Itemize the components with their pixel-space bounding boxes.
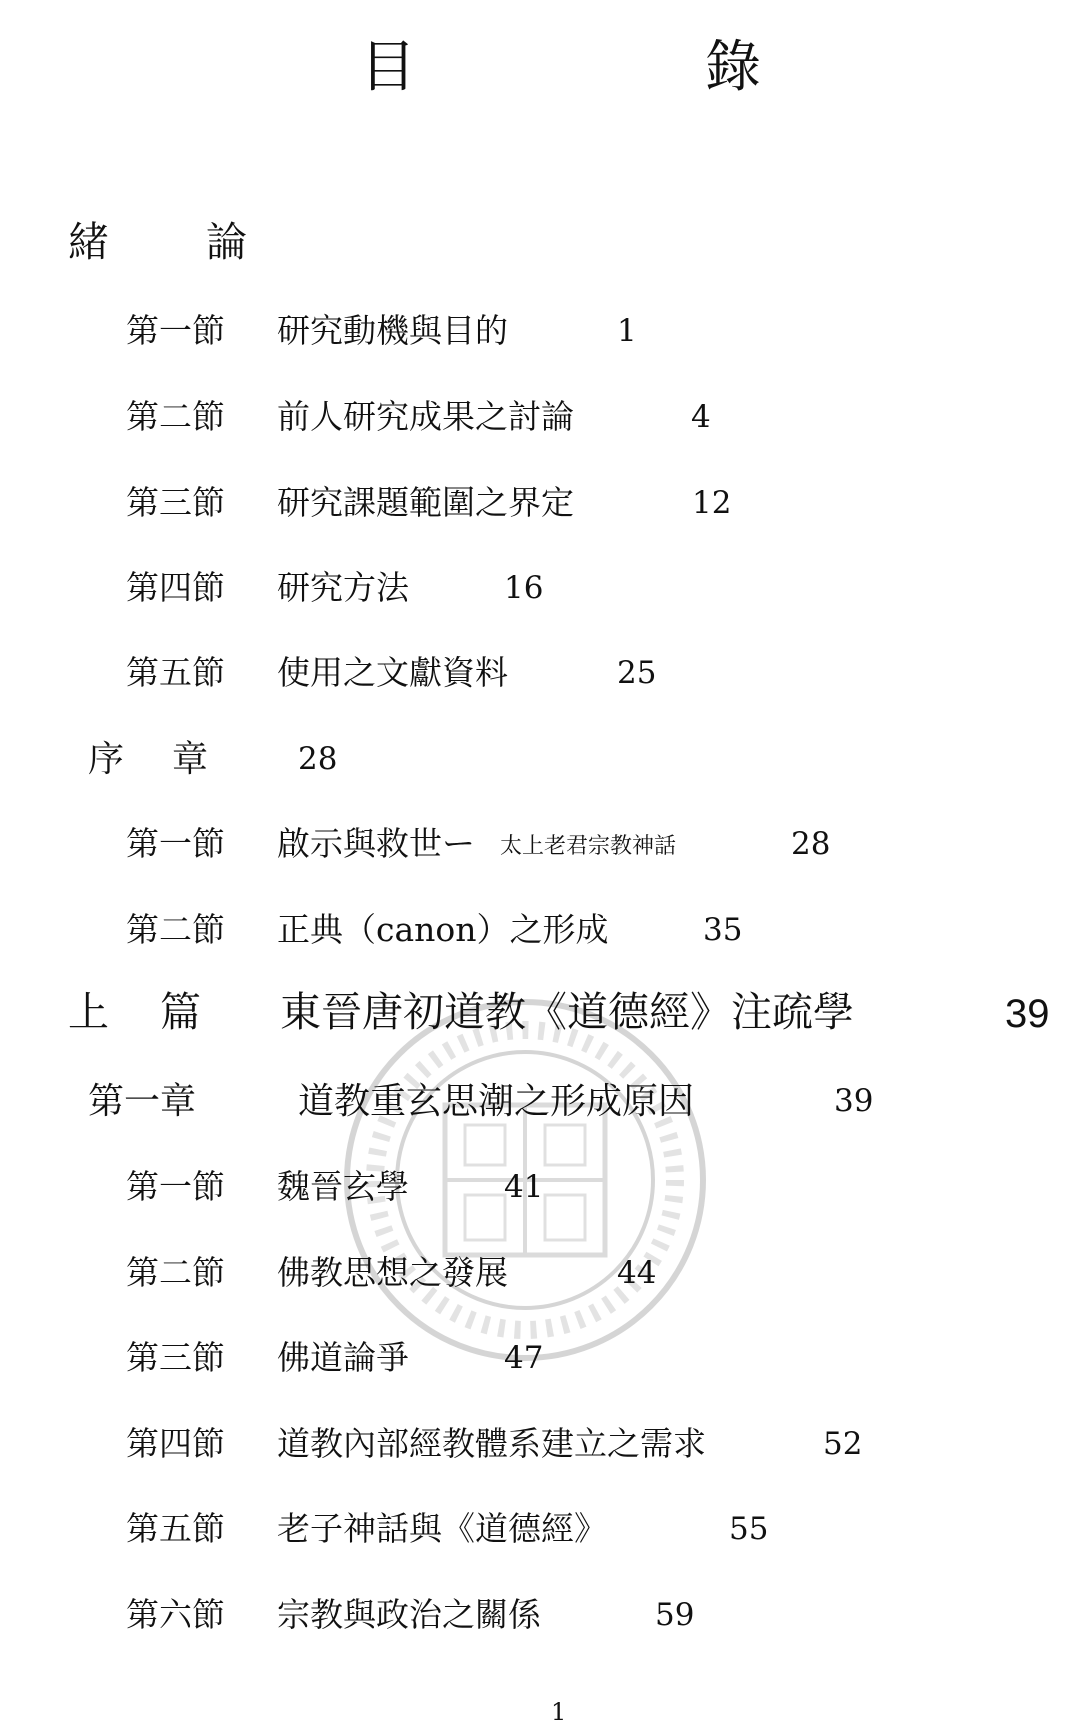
chapter-page: 39	[834, 1083, 874, 1119]
section-label: 第一節	[126, 1167, 225, 1206]
section-label: 第四節	[126, 568, 225, 607]
section-title: 研究方法	[277, 568, 409, 607]
section-page: 16	[504, 570, 544, 606]
section-label: 第四節	[126, 1424, 225, 1463]
section-title: 佛道論爭	[277, 1338, 409, 1377]
preface-page: 28	[298, 741, 338, 777]
section-page: 41	[504, 1169, 544, 1205]
part-page: 39	[1005, 992, 1050, 1036]
section-page: 12	[692, 485, 732, 521]
intro-heading-b: 論	[206, 218, 247, 266]
section-title: 使用之文獻資料	[277, 653, 508, 692]
section-title: 佛教思想之發展	[277, 1253, 508, 1292]
part-heading-a: 上	[68, 988, 109, 1036]
preface-heading-a: 序	[88, 739, 125, 780]
section-page: 25	[617, 655, 657, 691]
section-title: 啟示與救世ー	[277, 824, 475, 863]
section-label: 第六節	[126, 1595, 225, 1634]
section-page: 55	[729, 1511, 769, 1547]
intro-heading-a: 緒	[68, 218, 109, 266]
section-page: 47	[504, 1340, 544, 1376]
section-page: 1	[617, 313, 637, 349]
section-page: 52	[823, 1426, 863, 1462]
page-title-left: 目	[360, 35, 416, 100]
part-title: 東晉唐初道教《道德經》注疏學	[280, 988, 854, 1036]
section-title: 前人研究成果之討論	[277, 397, 574, 436]
section-label: 第二節	[126, 910, 225, 949]
part-heading-b: 篇	[160, 988, 201, 1036]
section-title: 魏晉玄學	[277, 1167, 409, 1206]
chapter-label: 第一章	[88, 1081, 197, 1122]
section-page: 44	[617, 1255, 657, 1291]
section-title: 老子神話與《道德經》	[277, 1509, 607, 1548]
section-page: 35	[703, 912, 743, 948]
section-page: 59	[655, 1597, 695, 1633]
preface-heading-b: 章	[172, 739, 209, 780]
section-label: 第三節	[126, 1338, 225, 1377]
section-title: 研究課題範圍之界定	[277, 483, 574, 522]
section-title: 道教內部經教體系建立之需求	[277, 1424, 706, 1463]
section-title: 研究動機與目的	[277, 311, 508, 350]
chapter-title: 道教重玄思潮之形成原因	[298, 1081, 695, 1122]
footer-page-number: 1	[551, 1698, 567, 1726]
section-label: 第一節	[126, 311, 225, 350]
section-label: 第二節	[126, 1253, 225, 1292]
section-title: 正典（canon）之形成	[277, 910, 609, 949]
section-label: 第五節	[126, 1509, 225, 1548]
section-label: 第一節	[126, 824, 225, 863]
section-page: 4	[691, 399, 711, 435]
section-label: 第二節	[126, 397, 225, 436]
section-subtitle: 太上老君宗教神話	[500, 834, 677, 859]
page-title-right: 錄	[705, 35, 761, 100]
section-page: 28	[791, 826, 831, 862]
section-label: 第五節	[126, 653, 225, 692]
section-title: 宗教與政治之關係	[277, 1595, 541, 1634]
section-label: 第三節	[126, 483, 225, 522]
